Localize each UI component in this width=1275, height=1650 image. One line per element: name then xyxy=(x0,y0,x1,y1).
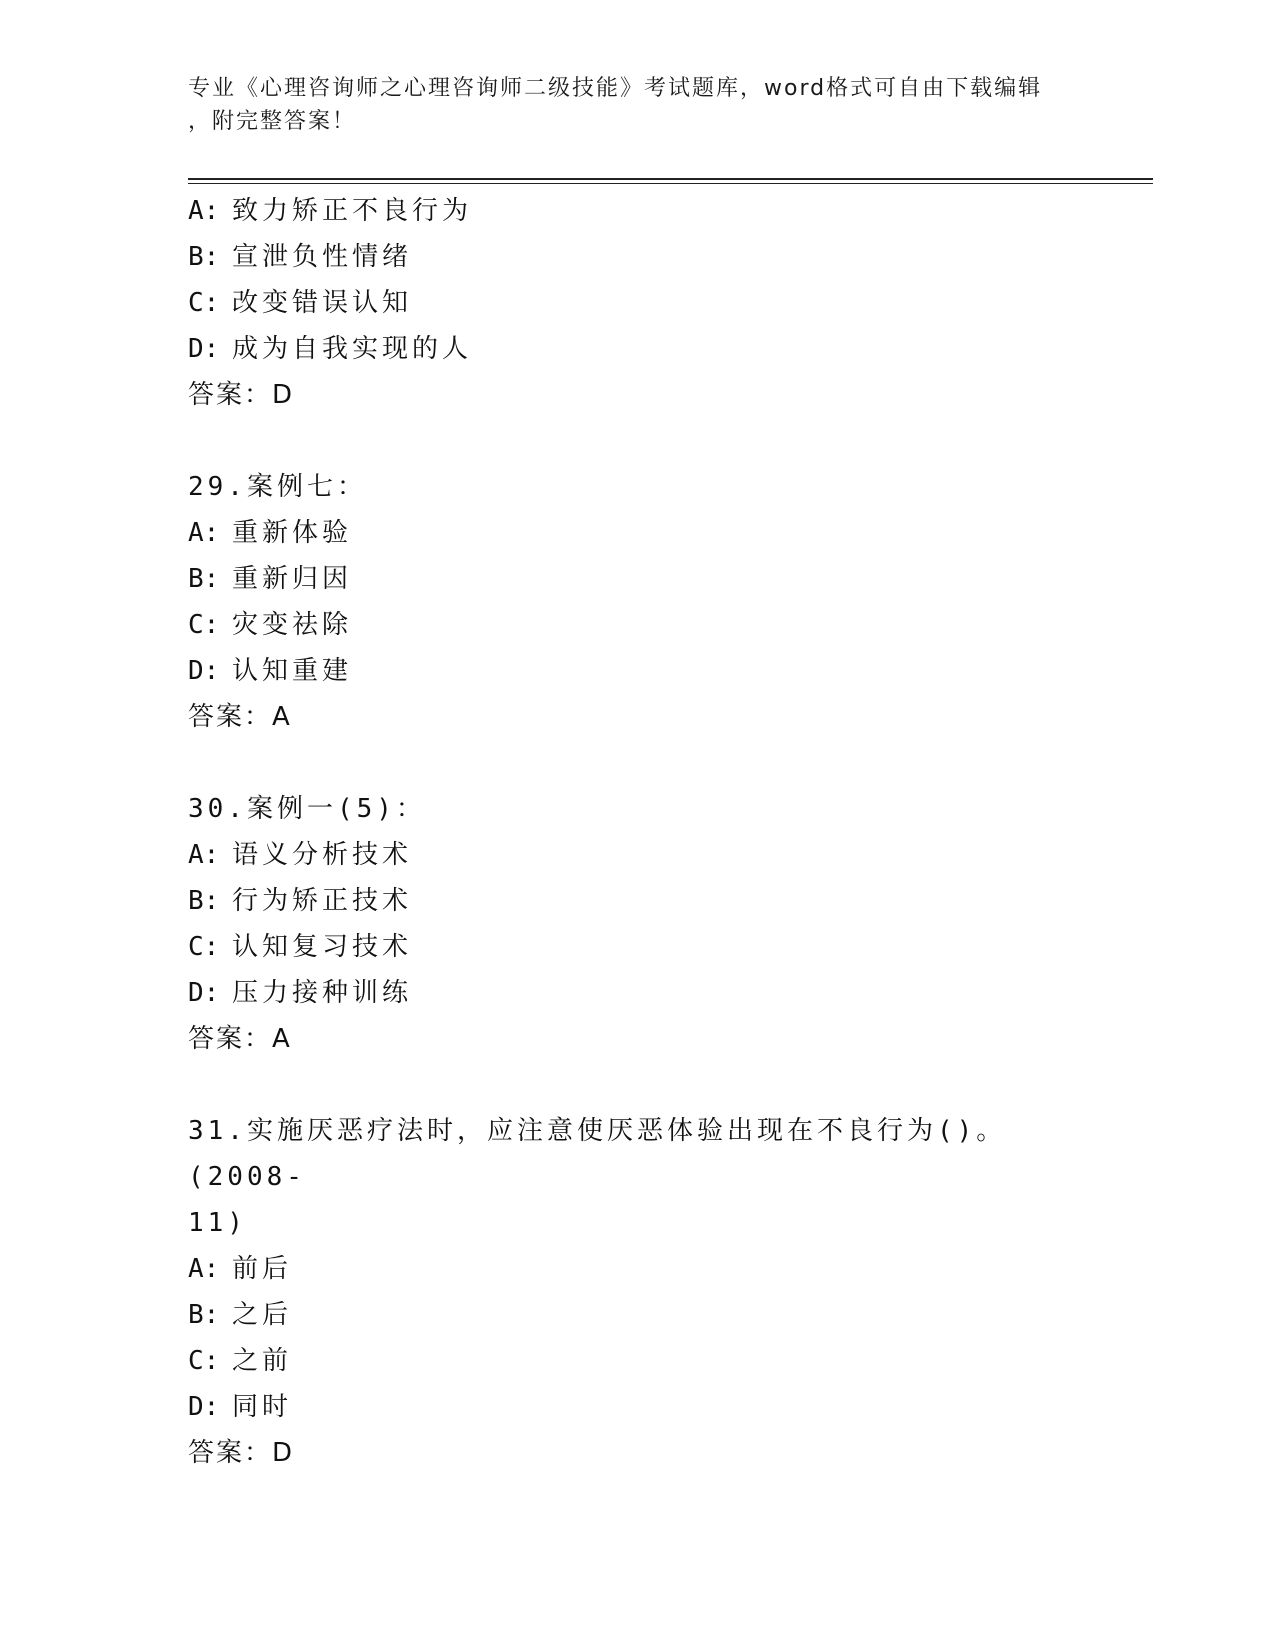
option-b xyxy=(188,878,1088,924)
option-text: 灾变祛除 xyxy=(232,610,353,640)
option-text: 认知复习技术 xyxy=(232,932,413,962)
question-31 xyxy=(188,1108,1088,1476)
option-c xyxy=(188,924,1088,970)
option-text: 之前 xyxy=(232,1346,293,1376)
header-divider-thin xyxy=(188,183,1153,184)
option-letter: A: xyxy=(188,1254,220,1284)
question-title-line-2: 11) xyxy=(188,1208,247,1238)
option-text: 同时 xyxy=(232,1392,293,1422)
option-letter: C: xyxy=(188,610,220,640)
option-a xyxy=(188,510,1088,556)
question-30 xyxy=(188,786,1088,1062)
option-letter: C: xyxy=(188,932,220,962)
option-text: 成为自我实现的人 xyxy=(232,334,473,364)
header-divider-thick xyxy=(188,178,1153,180)
question-spacer xyxy=(188,1062,1088,1108)
option-letter: D: xyxy=(188,656,220,686)
option-letter: C: xyxy=(188,288,220,318)
option-letter: B: xyxy=(188,1300,220,1330)
option-c xyxy=(188,280,1088,326)
option-text: 行为矫正技术 xyxy=(232,886,413,916)
answer-line: 答案：D xyxy=(188,380,295,410)
option-letter: B: xyxy=(188,242,220,272)
option-d xyxy=(188,1384,1088,1430)
option-letter: B: xyxy=(188,564,220,594)
option-text: 宣泄负性情绪 xyxy=(232,242,413,272)
option-text: 致力矫正不良行为 xyxy=(232,196,473,226)
option-letter: D: xyxy=(188,334,220,364)
document-header xyxy=(188,72,1088,138)
option-letter: C: xyxy=(188,1346,220,1376)
option-c xyxy=(188,1338,1088,1384)
option-letter: D: xyxy=(188,1392,220,1422)
option-letter: D: xyxy=(188,978,220,1008)
option-c xyxy=(188,602,1088,648)
question-spacer xyxy=(188,740,1088,786)
option-text: 重新归因 xyxy=(232,564,353,594)
question-title: 30.案例一(5)： xyxy=(188,794,426,824)
question-29 xyxy=(188,464,1088,740)
option-letter: A: xyxy=(188,840,220,870)
question-spacer xyxy=(188,418,1088,464)
option-letter: A: xyxy=(188,196,220,226)
option-a xyxy=(188,832,1088,878)
option-text: 改变错误认知 xyxy=(232,288,413,318)
question-28 xyxy=(188,188,1088,418)
answer-line: 答案：D xyxy=(188,1438,295,1468)
option-text: 语义分析技术 xyxy=(232,840,413,870)
answer-line: 答案：A xyxy=(188,1024,292,1054)
question-title: 29.案例七： xyxy=(188,472,367,502)
option-a xyxy=(188,188,1088,234)
question-list xyxy=(188,188,1088,1476)
option-text: 之后 xyxy=(232,1300,293,1330)
option-text: 重新体验 xyxy=(232,518,353,548)
option-b xyxy=(188,556,1088,602)
option-letter: B: xyxy=(188,886,220,916)
header-line-2: ，附完整答案！ xyxy=(188,109,357,134)
option-text: 前后 xyxy=(232,1254,293,1284)
question-title-line-1: 31.实施厌恶疗法时，应注意使厌恶体验出现在不良行为()。(2008- xyxy=(188,1116,1007,1192)
option-d xyxy=(188,648,1088,694)
option-letter: A: xyxy=(188,518,220,548)
header-line-1: 专业《心理咨询师之心理咨询师二级技能》考试题库，word格式可自由下载编辑 xyxy=(188,76,1043,101)
option-a xyxy=(188,1246,1088,1292)
answer-line: 答案：A xyxy=(188,702,292,732)
option-text: 认知重建 xyxy=(232,656,353,686)
option-d xyxy=(188,326,1088,372)
option-b xyxy=(188,1292,1088,1338)
option-d xyxy=(188,970,1088,1016)
option-b xyxy=(188,234,1088,280)
option-text: 压力接种训练 xyxy=(232,978,413,1008)
